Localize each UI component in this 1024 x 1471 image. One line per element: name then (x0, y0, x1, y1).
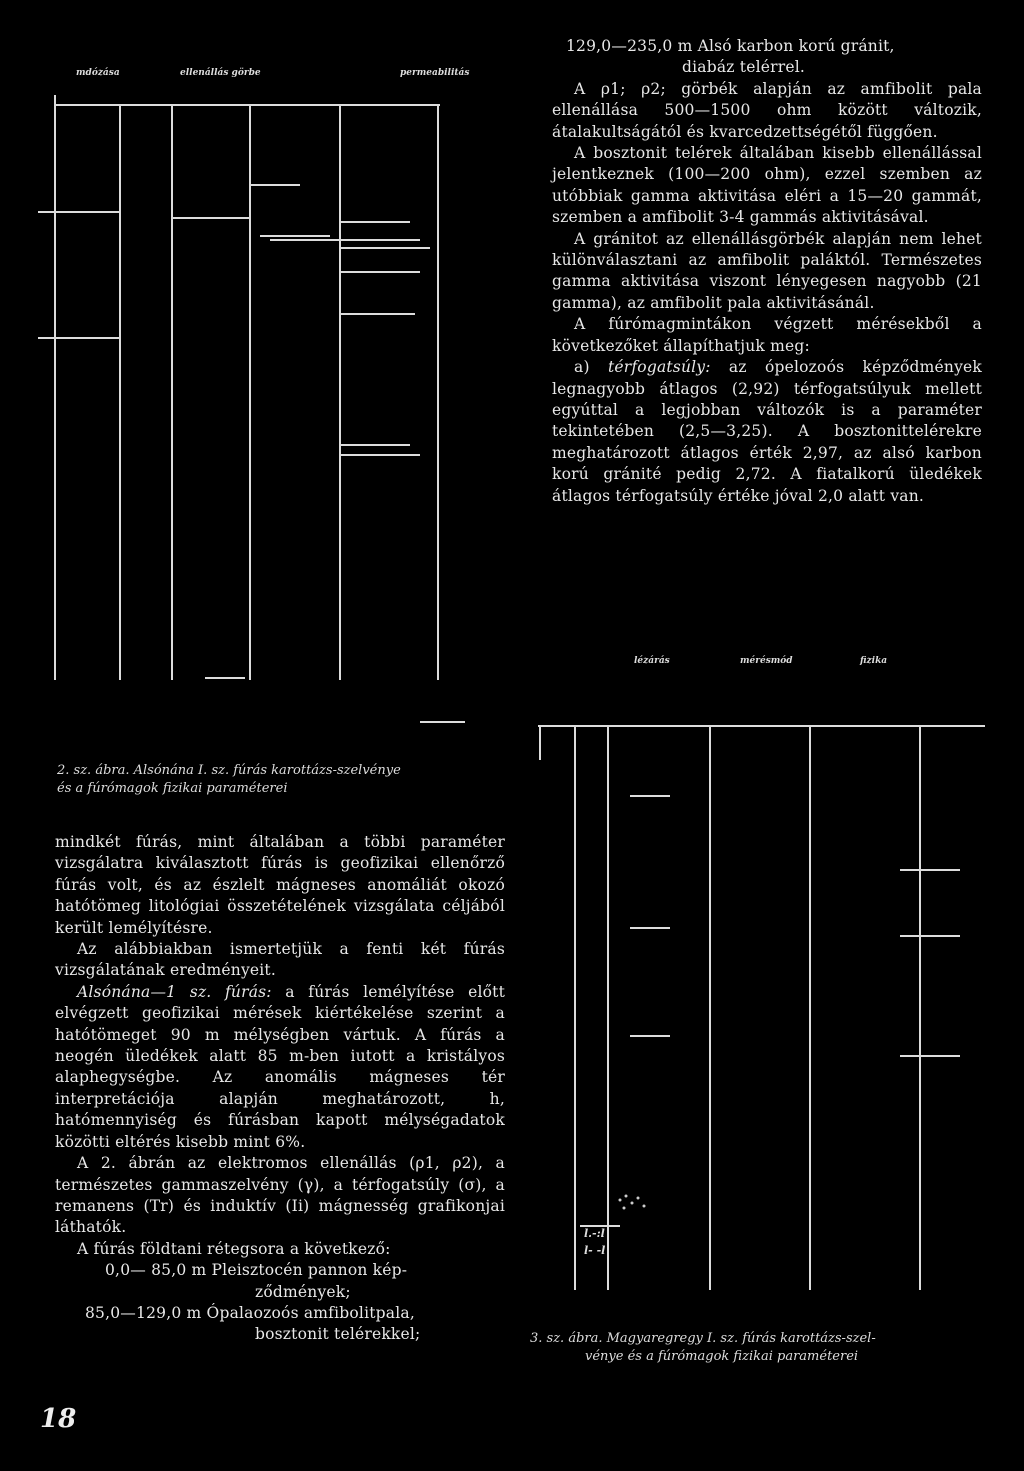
left-p3-rest: a fúrás lemélyítése előtt elvégzett geofizikai mérések kiértékelése szerint a hatótömeget 90 m mélységben vártuk. A fúrás a neogén üledékek alatt 85 m-ben iutott a kristályos alaphegységbe. Az anomális mágneses tér interpretációja alapján meghatározott, h, hatómennyiség és fúrásban kapott mélységadatok közötti eltérés kisebb mint 6%. (55, 982, 505, 1151)
right-paragraph-2: A ρ1; ρ2; görbék alapján az amfibolit pala ellenállása 500—1500 ohm között változik, átalakultságától és kvarcedzettségétől függően. (552, 79, 982, 141)
right-p6-prefix: a) (574, 358, 608, 377)
left-paragraph-3 (55, 982, 505, 1153)
right-p1-line2: diabáz telérrel. (682, 58, 805, 77)
fig3-label-1: l.-:l (584, 1227, 605, 1240)
figure2-caption (57, 762, 401, 798)
fig3-label-2: l- -l (584, 1244, 606, 1257)
left-text-column (55, 832, 505, 1346)
figure2-log-diagram (0, 0, 520, 760)
figure2-caption-line2: és a fúrómagok fizikai paraméterei (57, 781, 288, 796)
right-paragraph-3: A bosztonit telérek általában kisebb ellenállással jelentkeznek (100—200 ohm), ezzel szemben az utóbbiak gamma aktivitása eléri a 15—20 gammát, szemben a amfibolit 3-4 gammás aktivitásával. (552, 144, 982, 227)
figure3-log-diagram (520, 700, 1024, 1300)
figure3-caption-line2: vénye és a fúrómagok fizikai paraméterei (585, 1349, 859, 1364)
left-paragraph-5: A fúrás földtani rétegsora a következő: (77, 1239, 391, 1258)
right-paragraph-5: A fúrómagmintákon végzett mérésekből a következőket állapíthatjuk meg: (552, 315, 982, 355)
geology-row-2-line1: 85,0—129,0 m Ópalaozoós amfibolitpala, (85, 1303, 415, 1322)
left-p3-title: Alsónána—1 sz. fúrás: (77, 982, 272, 1001)
left-paragraph-1: mindkét fúrás, mint általában a többi paraméter vizsgálatra kiválasztott fúrás is geofizikai ellenőrző fúrás volt, és az észlelt mágneses anomáliát okozó hatótömeg litológiai összetételének vizsgálata céljából került lemélyítésre. (55, 833, 505, 937)
figure3-caption (530, 1330, 876, 1366)
geology-row-1 (55, 1260, 505, 1303)
left-paragraph-4: A 2. ábrán az elektromos ellenállás (ρ1, ρ2), a természetes gammaszelvény (γ), a térfogatsúly (σ), a remanens (Tr) és induktív (Ii) mágnesség grafikonjai láthatók. (55, 1154, 505, 1237)
geology-row-2 (55, 1303, 505, 1346)
fig3-header-1: lézárás (634, 656, 670, 666)
right-p6-term: térfogatsúly: (607, 358, 711, 377)
fig3-header-3: fizika (860, 656, 888, 666)
fig2-header-3: permeabilitás (400, 68, 470, 78)
geology-row-2-line2: bosztonit telérekkel; (255, 1325, 421, 1344)
right-p6-rest: az ópelozoós képződmények legnagyobb átlagos (2,92) térfogatsúlyuk mellett egyúttal a legjobban változók is a paraméter tekintetében (2,5—3,25). A bosztonittelérekre meghatározott átlagos érték 2,97, az alsó karbon korú gránité pedig 2,72. A fiatalkorú üledékek átlagos térfogatsúly értéke jóval 2,0 alatt van. (552, 358, 982, 505)
fig2-header-2: ellenállás görbe (180, 68, 261, 78)
page-number: 18 (40, 1404, 77, 1434)
fig2-header-1: mdózása (76, 68, 120, 78)
left-paragraph-2: Az alábbiakban ismertetjük a fenti két fúrás vizsgálatának eredményeit. (55, 940, 505, 980)
right-p1-line1: 129,0—235,0 m Alsó karbon korú gránit, (566, 37, 895, 55)
geology-row-1-line1: 0,0— 85,0 m Pleisztocén pannon kép- (105, 1261, 408, 1280)
figure3-caption-line1: 3. sz. ábra. Magyaregregy I. sz. fúrás karottázs-szel- (530, 1331, 876, 1346)
right-text-column (552, 36, 982, 507)
right-paragraph-6 (552, 357, 982, 507)
right-paragraph-4: A gránitot az ellenállásgörbék alapján nem lehet különválasztani az amfibolit paláktól. Természetes gamma aktivitása viszont lényegesen nagyobb (21 gamma), az amfibolit pala aktivitásánál. (552, 229, 982, 312)
figure2-caption-line1: 2. sz. ábra. Alsónána I. sz. fúrás karottázs-szelvénye (57, 763, 401, 778)
geology-row-1-line2: ződmények; (255, 1282, 351, 1301)
fig3-header-2: mérésmód (740, 656, 793, 666)
